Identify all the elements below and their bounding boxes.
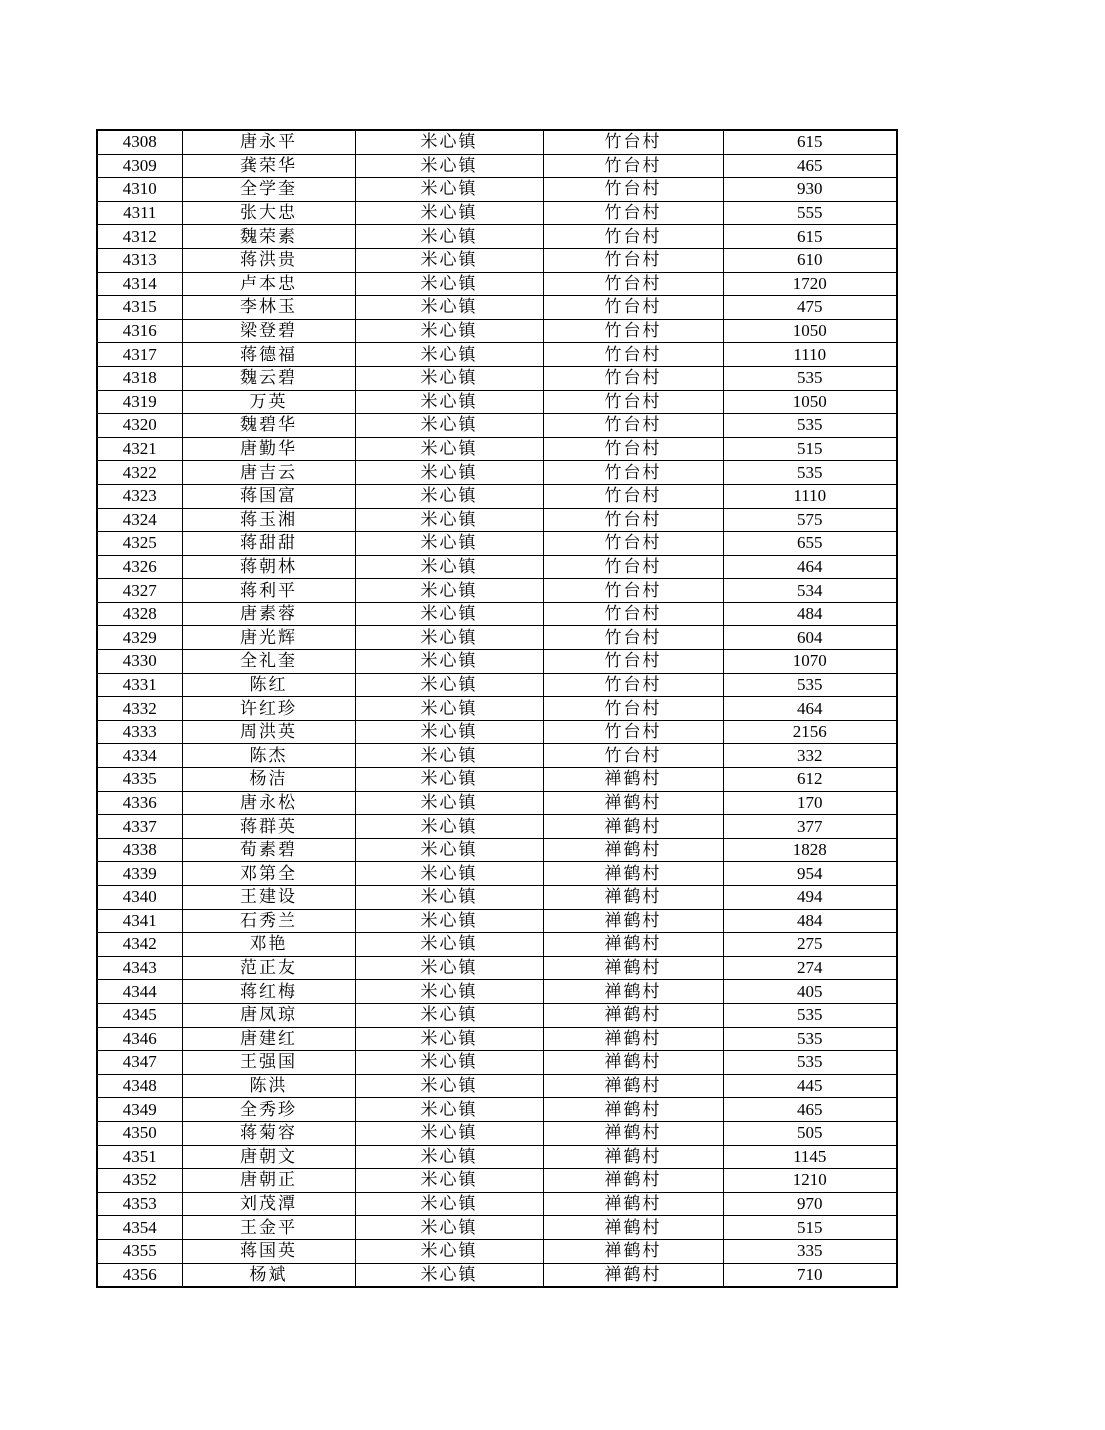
row-number-cell: 4343 (97, 956, 182, 980)
village-cell: 竹台村 (543, 319, 723, 343)
town-cell: 米心镇 (355, 791, 543, 815)
village-cell: 禅鹤村 (543, 791, 723, 815)
village-cell: 禅鹤村 (543, 1216, 723, 1240)
town-cell: 米心镇 (355, 508, 543, 532)
village-cell: 禅鹤村 (543, 886, 723, 910)
amount-cell: 1070 (723, 650, 897, 674)
row-number-cell: 4321 (97, 437, 182, 461)
town-cell: 米心镇 (355, 1027, 543, 1051)
amount-cell: 575 (723, 508, 897, 532)
town-cell: 米心镇 (355, 414, 543, 438)
town-cell: 米心镇 (355, 579, 543, 603)
table-row (97, 626, 897, 650)
row-number-cell: 4348 (97, 1074, 182, 1098)
amount-cell: 1110 (723, 484, 897, 508)
table-row (97, 555, 897, 579)
name-cell: 全秀珍 (182, 1098, 355, 1122)
town-cell: 米心镇 (355, 130, 543, 154)
village-cell: 竹台村 (543, 555, 723, 579)
amount-cell: 1050 (723, 390, 897, 414)
village-cell: 禅鹤村 (543, 1192, 723, 1216)
town-cell: 米心镇 (355, 956, 543, 980)
village-cell: 竹台村 (543, 602, 723, 626)
name-cell: 唐凤琼 (182, 1003, 355, 1027)
name-cell: 唐光辉 (182, 626, 355, 650)
amount-cell: 335 (723, 1239, 897, 1263)
amount-cell: 710 (723, 1263, 897, 1287)
amount-cell: 170 (723, 791, 897, 815)
town-cell: 米心镇 (355, 909, 543, 933)
name-cell: 王建设 (182, 886, 355, 910)
table-row (97, 768, 897, 792)
name-cell: 石秀兰 (182, 909, 355, 933)
row-number-cell: 4344 (97, 980, 182, 1004)
row-number-cell: 4309 (97, 154, 182, 178)
town-cell: 米心镇 (355, 201, 543, 225)
village-cell: 禅鹤村 (543, 1051, 723, 1075)
amount-cell: 535 (723, 1027, 897, 1051)
row-number-cell: 4318 (97, 366, 182, 390)
amount-cell: 464 (723, 555, 897, 579)
town-cell: 米心镇 (355, 886, 543, 910)
row-number-cell: 4314 (97, 272, 182, 296)
name-cell: 李林玉 (182, 296, 355, 320)
amount-cell: 655 (723, 532, 897, 556)
town-cell: 米心镇 (355, 1003, 543, 1027)
amount-cell: 475 (723, 296, 897, 320)
name-cell: 陈红 (182, 673, 355, 697)
town-cell: 米心镇 (355, 225, 543, 249)
village-cell: 竹台村 (543, 201, 723, 225)
name-cell: 张大忠 (182, 201, 355, 225)
name-cell: 万英 (182, 390, 355, 414)
row-number-cell: 4350 (97, 1121, 182, 1145)
name-cell: 唐吉云 (182, 461, 355, 485)
name-cell: 魏云碧 (182, 366, 355, 390)
name-cell: 蒋利平 (182, 579, 355, 603)
table-row (97, 1051, 897, 1075)
village-cell: 竹台村 (543, 579, 723, 603)
village-cell: 竹台村 (543, 626, 723, 650)
row-number-cell: 4319 (97, 390, 182, 414)
town-cell: 米心镇 (355, 319, 543, 343)
town-cell: 米心镇 (355, 248, 543, 272)
village-cell: 禅鹤村 (543, 838, 723, 862)
amount-cell: 535 (723, 673, 897, 697)
village-cell: 禅鹤村 (543, 815, 723, 839)
row-number-cell: 4346 (97, 1027, 182, 1051)
town-cell: 米心镇 (355, 390, 543, 414)
town-cell: 米心镇 (355, 461, 543, 485)
amount-cell: 1050 (723, 319, 897, 343)
name-cell: 蒋国富 (182, 484, 355, 508)
village-cell: 竹台村 (543, 130, 723, 154)
row-number-cell: 4337 (97, 815, 182, 839)
name-cell: 唐素蓉 (182, 602, 355, 626)
name-cell: 唐朝正 (182, 1169, 355, 1193)
amount-cell: 445 (723, 1074, 897, 1098)
village-cell: 竹台村 (543, 720, 723, 744)
village-cell: 竹台村 (543, 225, 723, 249)
amount-cell: 465 (723, 1098, 897, 1122)
row-number-cell: 4325 (97, 532, 182, 556)
row-number-cell: 4333 (97, 720, 182, 744)
town-cell: 米心镇 (355, 272, 543, 296)
village-cell: 禅鹤村 (543, 1263, 723, 1287)
town-cell: 米心镇 (355, 697, 543, 721)
table-row (97, 484, 897, 508)
town-cell: 米心镇 (355, 1145, 543, 1169)
row-number-cell: 4349 (97, 1098, 182, 1122)
town-cell: 米心镇 (355, 673, 543, 697)
name-cell: 梁登碧 (182, 319, 355, 343)
town-cell: 米心镇 (355, 626, 543, 650)
name-cell: 王强国 (182, 1051, 355, 1075)
table-row (97, 838, 897, 862)
name-cell: 唐建红 (182, 1027, 355, 1051)
table-row (97, 178, 897, 202)
table-row (97, 1027, 897, 1051)
table-row (97, 1003, 897, 1027)
name-cell: 蒋洪贵 (182, 248, 355, 272)
row-number-cell: 4355 (97, 1239, 182, 1263)
town-cell: 米心镇 (355, 602, 543, 626)
name-cell: 蒋甜甜 (182, 532, 355, 556)
table-row (97, 933, 897, 957)
table-row (97, 437, 897, 461)
table-row (97, 1145, 897, 1169)
village-cell: 禅鹤村 (543, 1027, 723, 1051)
row-number-cell: 4347 (97, 1051, 182, 1075)
table-row (97, 909, 897, 933)
name-cell: 杨斌 (182, 1263, 355, 1287)
row-number-cell: 4329 (97, 626, 182, 650)
name-cell: 蒋红梅 (182, 980, 355, 1004)
town-cell: 米心镇 (355, 1192, 543, 1216)
village-cell: 禅鹤村 (543, 1239, 723, 1263)
table-row (97, 650, 897, 674)
village-cell: 竹台村 (543, 343, 723, 367)
name-cell: 唐永平 (182, 130, 355, 154)
village-cell: 禅鹤村 (543, 980, 723, 1004)
amount-cell: 535 (723, 414, 897, 438)
amount-cell: 515 (723, 437, 897, 461)
town-cell: 米心镇 (355, 178, 543, 202)
village-cell: 竹台村 (543, 178, 723, 202)
name-cell: 全学奎 (182, 178, 355, 202)
row-number-cell: 4354 (97, 1216, 182, 1240)
village-cell: 竹台村 (543, 366, 723, 390)
village-cell: 竹台村 (543, 461, 723, 485)
name-cell: 许红珍 (182, 697, 355, 721)
amount-cell: 1145 (723, 1145, 897, 1169)
table-row (97, 272, 897, 296)
table-row (97, 1098, 897, 1122)
amount-cell: 377 (723, 815, 897, 839)
name-cell: 龚荣华 (182, 154, 355, 178)
row-number-cell: 4339 (97, 862, 182, 886)
row-number-cell: 4316 (97, 319, 182, 343)
amount-cell: 1720 (723, 272, 897, 296)
table-row (97, 390, 897, 414)
name-cell: 荀素碧 (182, 838, 355, 862)
village-cell: 竹台村 (543, 390, 723, 414)
name-cell: 唐永松 (182, 791, 355, 815)
row-number-cell: 4342 (97, 933, 182, 957)
table-row (97, 1121, 897, 1145)
name-cell: 蒋国英 (182, 1239, 355, 1263)
table-row (97, 744, 897, 768)
village-cell: 竹台村 (543, 697, 723, 721)
town-cell: 米心镇 (355, 1121, 543, 1145)
amount-cell: 555 (723, 201, 897, 225)
village-cell: 禅鹤村 (543, 956, 723, 980)
table-row (97, 296, 897, 320)
table-row (97, 1074, 897, 1098)
table-row (97, 697, 897, 721)
amount-cell: 930 (723, 178, 897, 202)
amount-cell: 464 (723, 697, 897, 721)
town-cell: 米心镇 (355, 744, 543, 768)
row-number-cell: 4353 (97, 1192, 182, 1216)
village-cell: 竹台村 (543, 532, 723, 556)
table-row (97, 1216, 897, 1240)
row-number-cell: 4323 (97, 484, 182, 508)
town-cell: 米心镇 (355, 437, 543, 461)
row-number-cell: 4327 (97, 579, 182, 603)
table-body (97, 130, 897, 1287)
amount-cell: 535 (723, 366, 897, 390)
table-row (97, 201, 897, 225)
data-table (96, 129, 898, 1288)
town-cell: 米心镇 (355, 1263, 543, 1287)
town-cell: 米心镇 (355, 650, 543, 674)
amount-cell: 954 (723, 862, 897, 886)
amount-cell: 332 (723, 744, 897, 768)
amount-cell: 484 (723, 602, 897, 626)
row-number-cell: 4334 (97, 744, 182, 768)
town-cell: 米心镇 (355, 720, 543, 744)
row-number-cell: 4328 (97, 602, 182, 626)
village-cell: 禅鹤村 (543, 862, 723, 886)
row-number-cell: 4324 (97, 508, 182, 532)
name-cell: 周洪英 (182, 720, 355, 744)
village-cell: 竹台村 (543, 744, 723, 768)
row-number-cell: 4340 (97, 886, 182, 910)
table-row (97, 319, 897, 343)
name-cell: 陈洪 (182, 1074, 355, 1098)
table-row (97, 1263, 897, 1287)
amount-cell: 610 (723, 248, 897, 272)
table-row (97, 366, 897, 390)
name-cell: 蒋群英 (182, 815, 355, 839)
table-row (97, 508, 897, 532)
name-cell: 陈杰 (182, 744, 355, 768)
amount-cell: 615 (723, 130, 897, 154)
table-row (97, 791, 897, 815)
amount-cell: 604 (723, 626, 897, 650)
amount-cell: 534 (723, 579, 897, 603)
table-row (97, 461, 897, 485)
row-number-cell: 4313 (97, 248, 182, 272)
table-row (97, 673, 897, 697)
name-cell: 范正友 (182, 956, 355, 980)
amount-cell: 484 (723, 909, 897, 933)
name-cell: 蒋菊容 (182, 1121, 355, 1145)
town-cell: 米心镇 (355, 1239, 543, 1263)
amount-cell: 1110 (723, 343, 897, 367)
table-row (97, 225, 897, 249)
name-cell: 蒋德福 (182, 343, 355, 367)
village-cell: 竹台村 (543, 296, 723, 320)
table-row (97, 414, 897, 438)
amount-cell: 275 (723, 933, 897, 957)
row-number-cell: 4345 (97, 1003, 182, 1027)
village-cell: 竹台村 (543, 673, 723, 697)
town-cell: 米心镇 (355, 154, 543, 178)
table-row (97, 815, 897, 839)
row-number-cell: 4312 (97, 225, 182, 249)
amount-cell: 970 (723, 1192, 897, 1216)
amount-cell: 465 (723, 154, 897, 178)
row-number-cell: 4320 (97, 414, 182, 438)
town-cell: 米心镇 (355, 862, 543, 886)
amount-cell: 274 (723, 956, 897, 980)
name-cell: 刘茂潭 (182, 1192, 355, 1216)
town-cell: 米心镇 (355, 768, 543, 792)
name-cell: 王金平 (182, 1216, 355, 1240)
town-cell: 米心镇 (355, 815, 543, 839)
village-cell: 竹台村 (543, 154, 723, 178)
town-cell: 米心镇 (355, 343, 543, 367)
village-cell: 竹台村 (543, 650, 723, 674)
table-row (97, 886, 897, 910)
village-cell: 竹台村 (543, 414, 723, 438)
amount-cell: 2156 (723, 720, 897, 744)
amount-cell: 505 (723, 1121, 897, 1145)
village-cell: 竹台村 (543, 437, 723, 461)
village-cell: 禅鹤村 (543, 1074, 723, 1098)
row-number-cell: 4308 (97, 130, 182, 154)
town-cell: 米心镇 (355, 1074, 543, 1098)
village-cell: 禅鹤村 (543, 933, 723, 957)
amount-cell: 535 (723, 1003, 897, 1027)
row-number-cell: 4322 (97, 461, 182, 485)
town-cell: 米心镇 (355, 366, 543, 390)
amount-cell: 615 (723, 225, 897, 249)
name-cell: 唐朝文 (182, 1145, 355, 1169)
village-cell: 禅鹤村 (543, 1169, 723, 1193)
table-row (97, 602, 897, 626)
table-row (97, 532, 897, 556)
amount-cell: 494 (723, 886, 897, 910)
table-row (97, 343, 897, 367)
table-row (97, 720, 897, 744)
town-cell: 米心镇 (355, 296, 543, 320)
village-cell: 禅鹤村 (543, 1098, 723, 1122)
name-cell: 卢本忠 (182, 272, 355, 296)
town-cell: 米心镇 (355, 555, 543, 579)
village-cell: 禅鹤村 (543, 1145, 723, 1169)
row-number-cell: 4338 (97, 838, 182, 862)
amount-cell: 1210 (723, 1169, 897, 1193)
town-cell: 米心镇 (355, 1098, 543, 1122)
name-cell: 邓艳 (182, 933, 355, 957)
amount-cell: 535 (723, 1051, 897, 1075)
town-cell: 米心镇 (355, 484, 543, 508)
row-number-cell: 4310 (97, 178, 182, 202)
table-row (97, 1169, 897, 1193)
row-number-cell: 4336 (97, 791, 182, 815)
row-number-cell: 4315 (97, 296, 182, 320)
row-number-cell: 4330 (97, 650, 182, 674)
table-row (97, 980, 897, 1004)
name-cell: 杨洁 (182, 768, 355, 792)
name-cell: 全礼奎 (182, 650, 355, 674)
row-number-cell: 4335 (97, 768, 182, 792)
row-number-cell: 4326 (97, 555, 182, 579)
table-row (97, 1239, 897, 1263)
town-cell: 米心镇 (355, 532, 543, 556)
row-number-cell: 4332 (97, 697, 182, 721)
amount-cell: 515 (723, 1216, 897, 1240)
table-row (97, 956, 897, 980)
name-cell: 邓第全 (182, 862, 355, 886)
town-cell: 米心镇 (355, 980, 543, 1004)
table-row (97, 248, 897, 272)
village-cell: 禅鹤村 (543, 1003, 723, 1027)
amount-cell: 612 (723, 768, 897, 792)
table-row (97, 1192, 897, 1216)
village-cell: 竹台村 (543, 248, 723, 272)
row-number-cell: 4356 (97, 1263, 182, 1287)
row-number-cell: 4351 (97, 1145, 182, 1169)
row-number-cell: 4352 (97, 1169, 182, 1193)
amount-cell: 535 (723, 461, 897, 485)
village-cell: 禅鹤村 (543, 768, 723, 792)
name-cell: 魏荣素 (182, 225, 355, 249)
amount-cell: 1828 (723, 838, 897, 862)
town-cell: 米心镇 (355, 838, 543, 862)
town-cell: 米心镇 (355, 933, 543, 957)
amount-cell: 405 (723, 980, 897, 1004)
name-cell: 唐勤华 (182, 437, 355, 461)
town-cell: 米心镇 (355, 1169, 543, 1193)
row-number-cell: 4331 (97, 673, 182, 697)
name-cell: 魏碧华 (182, 414, 355, 438)
table-row (97, 862, 897, 886)
town-cell: 米心镇 (355, 1051, 543, 1075)
name-cell: 蒋朝林 (182, 555, 355, 579)
town-cell: 米心镇 (355, 1216, 543, 1240)
table-row (97, 130, 897, 154)
village-cell: 禅鹤村 (543, 1121, 723, 1145)
row-number-cell: 4311 (97, 201, 182, 225)
village-cell: 竹台村 (543, 484, 723, 508)
village-cell: 竹台村 (543, 508, 723, 532)
village-cell: 竹台村 (543, 272, 723, 296)
row-number-cell: 4341 (97, 909, 182, 933)
table-row (97, 579, 897, 603)
village-cell: 禅鹤村 (543, 909, 723, 933)
name-cell: 蒋玉湘 (182, 508, 355, 532)
row-number-cell: 4317 (97, 343, 182, 367)
table-row (97, 154, 897, 178)
